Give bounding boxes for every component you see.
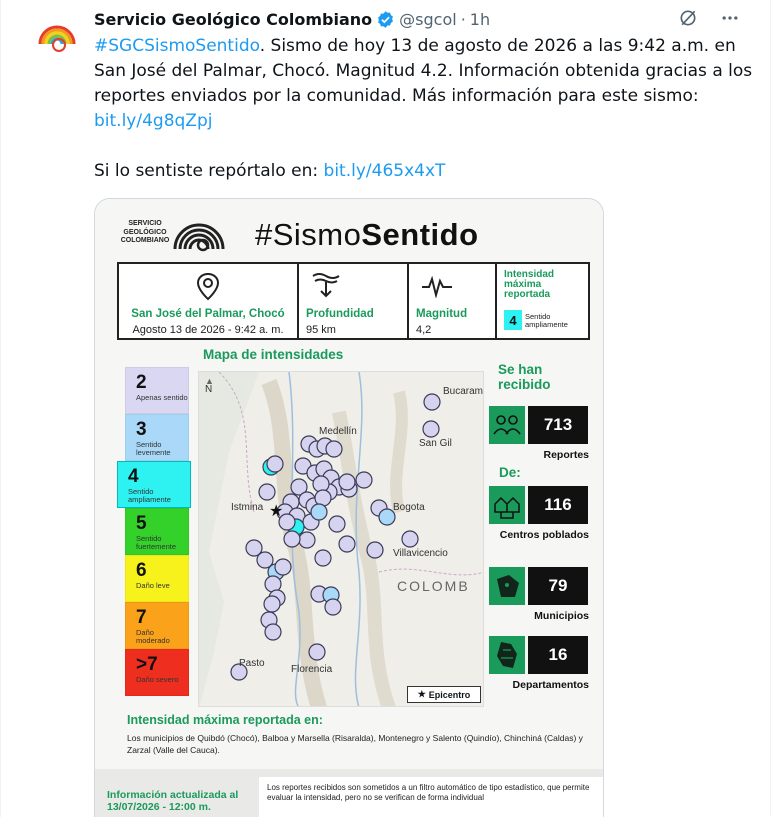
de-label: De: <box>499 465 521 480</box>
location-cell <box>119 264 299 338</box>
author-handle[interactable]: @sgcol <box>399 9 457 29</box>
separator-dot: · <box>460 9 466 29</box>
svg-text:▲: ▲ <box>205 376 214 386</box>
stat-municipalities-label: Municipios <box>534 610 589 622</box>
poster-hashtag: #SismoSentido <box>255 217 479 252</box>
report-point <box>339 536 355 552</box>
report-link[interactable]: bit.ly/465x4xT <box>323 161 446 181</box>
stat-towns-value: 116 <box>528 486 588 524</box>
epicenter-star-icon: ★ <box>269 501 284 520</box>
map-label-san-gil: San Gil <box>419 438 452 449</box>
report-point <box>313 476 329 492</box>
info-bar <box>117 262 590 340</box>
grok-icon[interactable] <box>678 8 698 32</box>
north-label: N <box>205 384 213 395</box>
depth-title: Profundidad <box>306 308 374 320</box>
location-pin-icon <box>195 272 221 302</box>
map-label-villavicencio: Villavicencio <box>393 548 448 559</box>
report-point <box>265 624 281 640</box>
verified-badge-icon <box>376 10 395 29</box>
report-point <box>339 474 355 490</box>
report-point <box>315 550 331 566</box>
max-intensity-desc: Sentido ampliamente <box>525 312 568 329</box>
max-reported-text: Los municipios de Quibdó (Chocó), Balboa y Marsella (Risaralda), Montenegro y Salento (Quindío), Chinchiná (Caldas) y Zarzal (Valle del Cauca). <box>127 733 583 755</box>
report-point <box>423 421 439 437</box>
map-label-colombia: COLOMB <box>397 578 470 594</box>
report-point <box>259 484 275 500</box>
stat-towns-label: Centros poblados <box>499 529 589 541</box>
max-intensity-label: Intensidad máxima reportada <box>504 269 555 300</box>
depth-value: 95 km <box>306 324 336 336</box>
tweet-body-2: Si lo sentiste repórtalo en: <box>94 161 324 181</box>
map-label-florencia: Florencia <box>291 664 333 675</box>
disclaimer-box <box>259 777 603 817</box>
magnitude-cell <box>409 264 497 338</box>
houses-icon <box>489 486 525 524</box>
seismograph-icon <box>421 276 453 298</box>
report-point <box>275 559 291 575</box>
location-date: Agosto 13 de 2026 - 9:42 a. m. <box>132 324 284 336</box>
hashtag-link[interactable]: #SGCSismoSentido <box>94 36 260 56</box>
info-link[interactable]: bit.ly/4g8qZpj <box>94 111 213 131</box>
max-intensity-value: 4 <box>504 310 522 330</box>
report-point <box>367 542 383 558</box>
scale-level-4: 4 Sentido ampliamente <box>117 461 191 508</box>
intensity-map[interactable] <box>198 371 484 707</box>
poster-logo-text: SERVICIO GEOLÓGICO COLOMBIANO <box>120 220 170 244</box>
sismo-poster <box>95 199 603 817</box>
people-icon <box>489 406 525 444</box>
scale-level-7: 7 Daño moderado <box>125 602 189 649</box>
report-point <box>329 516 345 532</box>
report-point <box>284 531 300 547</box>
report-point <box>264 596 280 612</box>
intensity-scale <box>125 367 189 696</box>
location-title: San José del Palmar, Chocó <box>131 308 285 320</box>
tweet-time[interactable]: 1h <box>469 9 491 29</box>
tweet-text <box>94 34 758 184</box>
map-label-bogota: Bogota <box>393 502 425 513</box>
depth-icon <box>311 270 341 300</box>
tweet-top-actions <box>678 8 740 32</box>
updated-text: Información actualizada al 13/07/2026 - 12:00 m. <box>107 789 239 813</box>
tweet-header <box>94 8 490 30</box>
media-image[interactable] <box>94 198 604 817</box>
author-name[interactable]: Servicio Geológico Colombiano <box>94 9 373 29</box>
magnitude-title: Magnitud <box>416 308 468 320</box>
star-icon: ★ <box>417 689 426 699</box>
map-title: Mapa de intensidades <box>203 347 344 362</box>
stat-departments-label: Departamentos <box>512 679 589 691</box>
report-point <box>356 472 372 488</box>
scale-level-2: 2 Apenas sentido <box>125 367 189 414</box>
scale-level-6: 6 Daño leve <box>125 555 189 602</box>
max-reported-title: Intensidad máxima reportada en: <box>127 713 323 727</box>
epicenter-legend: ★ Epicentro <box>407 686 481 703</box>
map-label-pasto: Pasto <box>239 658 265 669</box>
scale-level-5: 5 Sentido fuertemente <box>125 508 189 555</box>
report-point <box>325 599 341 615</box>
report-point <box>311 504 327 520</box>
poster-footer <box>95 769 603 817</box>
stat-reports-value: 713 <box>528 406 588 444</box>
stat-municipalities-value: 79 <box>528 567 588 605</box>
sgc-logo-mark-icon <box>173 211 225 253</box>
tweet-body-1: . Sismo de hoy 13 de agosto de 2026 a las 9:42 a.m. en San José del Palmar, Chocó. Magnitud 4.2. Información obtenida gracias a los reportes enviados por la comunidad. Más información para este sismo: <box>94 36 758 106</box>
map-label-istmina: Istmina <box>231 502 264 513</box>
depth-cell <box>299 264 409 338</box>
report-point <box>326 441 342 457</box>
more-icon[interactable] <box>720 8 740 32</box>
magnitude-value: 4,2 <box>416 324 432 336</box>
report-point <box>402 531 418 547</box>
stat-departments-value: 16 <box>528 636 588 674</box>
sgc-logo-icon <box>32 10 82 60</box>
report-point <box>424 394 440 410</box>
municipality-map-icon <box>489 567 525 605</box>
stat-reports-label: Reportes <box>543 449 589 461</box>
avatar[interactable] <box>32 10 82 60</box>
scale-level-3: 3 Sentido levemente <box>125 414 189 461</box>
map-label-medellin: Medellín <box>319 426 357 437</box>
max-intensity-cell <box>497 264 588 338</box>
report-point <box>299 532 315 548</box>
received-title: Se han recibido <box>498 362 551 392</box>
report-point <box>267 456 283 472</box>
disclaimer-text: Los reportes recibidos son sometidos a un filtro automático de tipo estadístico, que permite evaluar la intensidad, pero no se verifican de forma individual <box>267 783 590 802</box>
scale-level-gt7: >7 Daño severo <box>125 649 189 696</box>
report-point <box>309 644 325 660</box>
map-graphic <box>199 372 484 707</box>
department-map-icon <box>489 636 525 674</box>
map-label-bucaramanga: Bucaram <box>443 386 484 397</box>
